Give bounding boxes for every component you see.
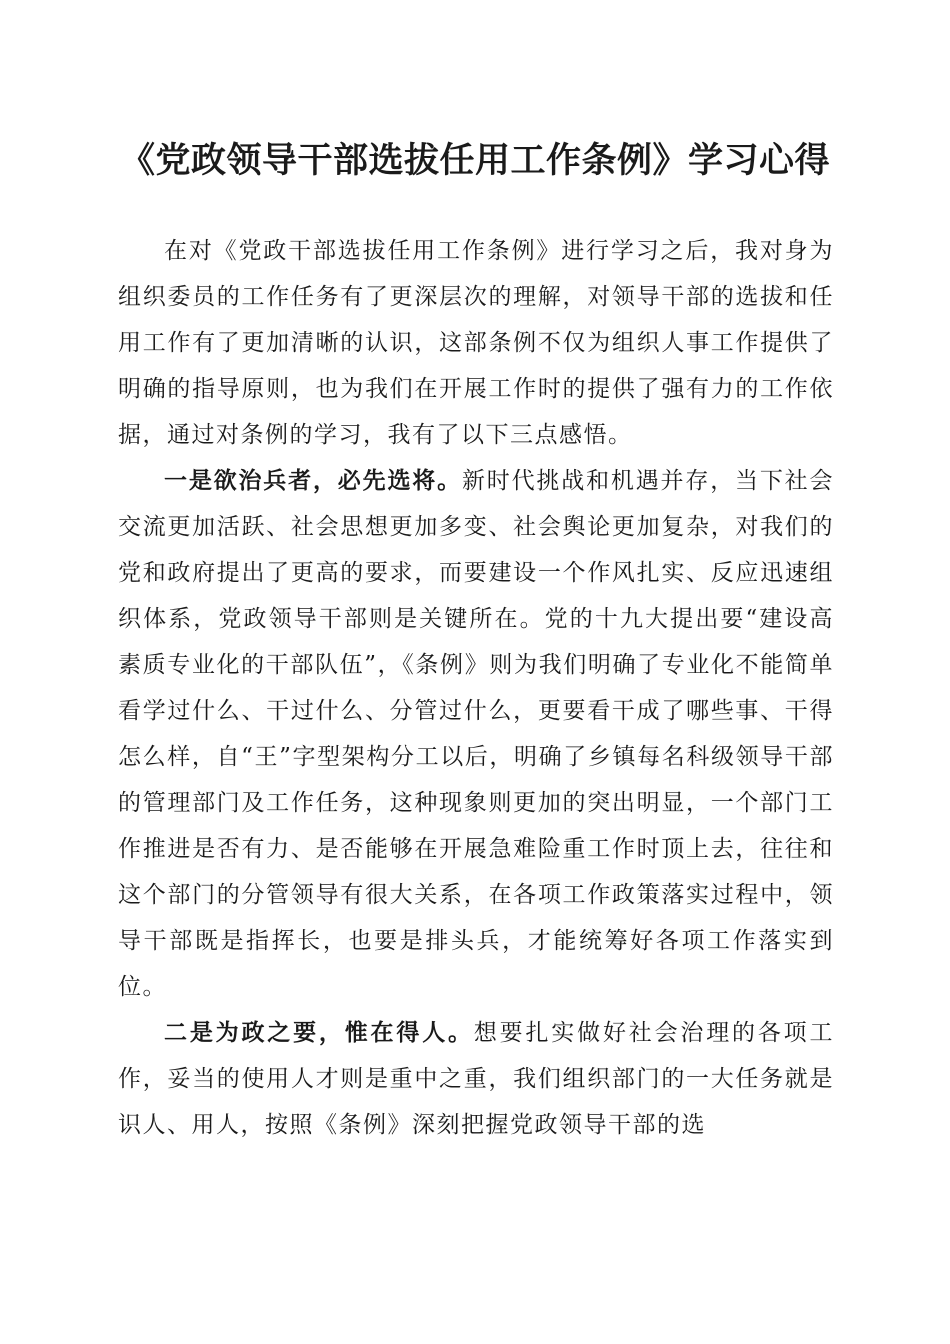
paragraph-lead: 二是为政之要，惟在得人。 bbox=[164, 1019, 474, 1046]
paragraph-point-two bbox=[118, 1010, 834, 1148]
paragraph-text: 在对《党政干部选拔任用工作条例》进行学习之后，我对身为组织委员的工作任务有了更深层次的理解，对领导干部的选拔和任用工作有了更加清晰的认识，这部条例不仅为组织人事工作提供了明确的指导原则，也为我们在开展工作时的提供了强有力的工作依据，通过对条例的学习，我有了以下三点感悟。 bbox=[118, 238, 834, 448]
paragraph-text: 新时代挑战和机遇并存，当下社会交流更加活跃、社会思想更加多变、社会舆论更加复杂，对我们的党和政府提出了更高的要求，而要建设一个作风扎实、反应迅速组织体系，党政领导干部则是关键所在。党的十九大提出要“建设高素质专业化的干部队伍”，《条例》则为我们明确了专业化不能简单看学过什么、干过什么、分管过什么，更要看干成了哪些事、干得怎么样，自“王”字型架构分工以后，明确了乡镇每名科级领导干部的管理部门及工作任务，这种现象则更加的突出明显，一个部门工作推进是否有力、是否能够在开展急难险重工作时顶上去，往往和这个部门的分管领导有很大关系，在各项工作政策落实过程中，领导干部既是指挥长，也要是排头兵，才能统筹好各项工作落实到位。 bbox=[118, 468, 835, 1000]
paragraph-text: 想要扎实做好社会治理的各项工作，妥当的使用人才则是重中之重，我们组织部门的一大任务就是识人、用人，按照《条例》深刻把握党政领导干部的选 bbox=[118, 1020, 835, 1138]
document-title: 《党政领导干部选拔任用工作条例》学习心得 bbox=[119, 140, 830, 181]
paragraph-lead: 一是欲治兵者，必先选将。 bbox=[164, 467, 462, 494]
paragraph-point-one bbox=[118, 458, 834, 1010]
paragraph-intro bbox=[118, 228, 834, 458]
document-body bbox=[118, 228, 834, 1148]
